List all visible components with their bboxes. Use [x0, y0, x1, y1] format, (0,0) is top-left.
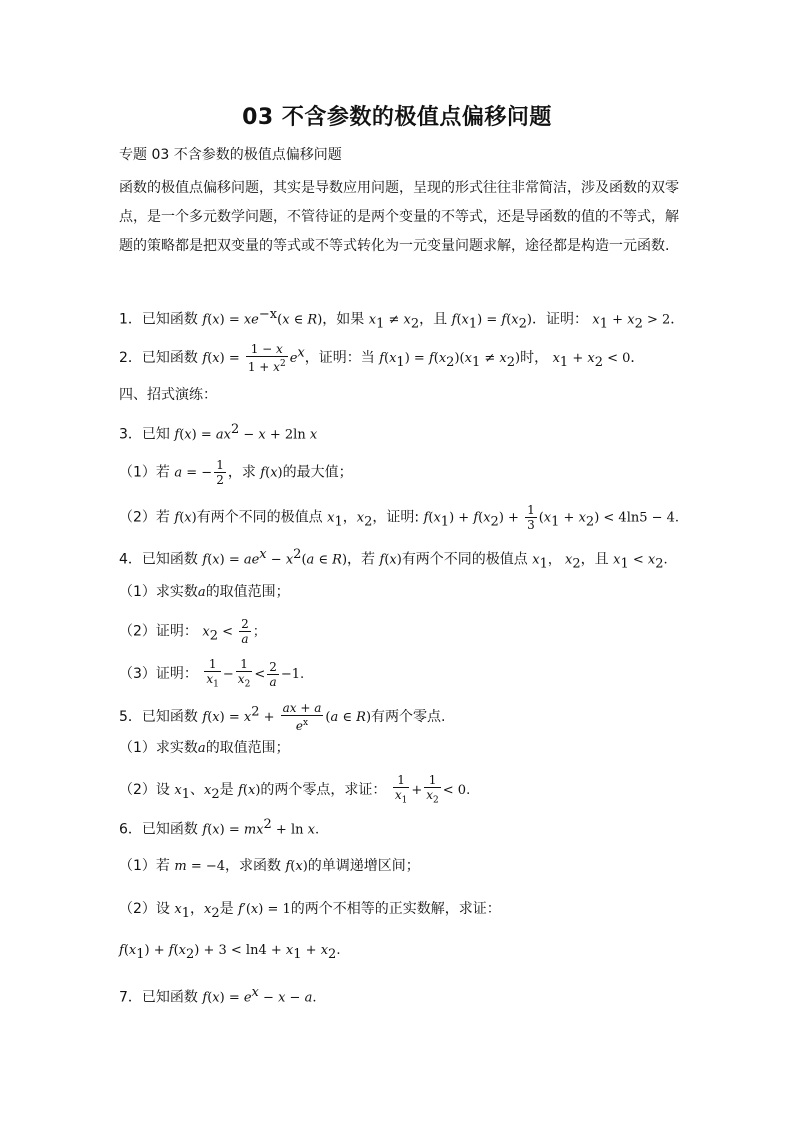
problem-5: 5．已知函数 $f(x) = x^2$ + $\frac{ax + a}{e^x}$ (a ∈ R)有两个零点. [119, 701, 446, 733]
section-heading: 四、招式演练： [119, 387, 217, 403]
problem-4-part-3: （3）证明： $\frac{1}{x_1}$ − $\frac{1}{x_2}$ < $\frac{2}{a}$ −1. [119, 657, 305, 690]
topic-subtitle: 专题 03 不含参数的极值点偏移问题 [119, 147, 342, 163]
problem-3-part-2: （2）若 f(x)有两个不同的极值点 $x_1$，$x_2$，证明: $f(x_1) + f(x_2)$ + $\frac{1}{3}$ $(x_1 + x_2) < 4\ln 5 - 4$. [119, 503, 680, 532]
problem-4-part-2: （2）证明： $x_2$ < $\frac{2}{a}$ ； [119, 617, 266, 646]
problem-3: 3．已知 $f(x) = ax^2 - x + 2\ln$ x [119, 422, 318, 443]
problem-2: 2．已知函数 f(x) = $\frac{1 - x}{1 + x^2}$ $e^x$，证明：当 $f(x_1) = f(x_2)(x_1 \ne x_2)$时， $x_1 + x_2 < 0$． [119, 342, 645, 374]
problem-5-part-2: （2）设 $x_1$、$x_2$是 f(x)的两个零点，求证： $\frac{1}{x_1}$ + $\frac{1}{x_2}$ < 0. [119, 773, 471, 806]
problem-7: 7．已知函数 $f(x) = e^x - x - a$. [119, 985, 317, 1006]
page-title: 03 不含参数的极值点偏移问题 [242, 105, 552, 130]
problem-6-inequality: $f(x_1) + f(x_2) + 3 < \ln 4 + x_1 + x_2$. [119, 943, 341, 962]
problem-6: 6．已知函数 $f(x) = mx^2 + \ln x$. [119, 817, 320, 838]
problem-4-part-1: （1）求实数a的取值范围； [119, 584, 290, 600]
problem-5-part-1: （1）求实数a的取值范围； [119, 740, 290, 756]
problem-6-part-1: （1）若 m = −4，求函数 f(x)的单调递增区间； [119, 858, 420, 874]
problem-4: 4．已知函数 $f(x) = ae^x - x^2(a$ ∈ R)，若 f(x)有两个不同的极值点 $x_1$， $x_2$，且 $x_1 < x_2$. [119, 547, 668, 572]
problem-3-part-1: （1）若 a = − $\frac{1}{2}$ ，求 f(x)的最大值； [119, 458, 353, 487]
problem-1: 1．已知函数 $f(x) = xe^{-x}(x$ ∈ R)，如果 $x_1 \ne x_2$，且 $f(x_1) = f(x_2)$．证明： $x_1 + x_2 > 2$． [119, 307, 685, 332]
intro-paragraph: 函数的极值点偏移问题，其实是导数应用问题，呈现的形式往往非常简洁，涉及函数的双零点，是一个多元数学问题，不管待证的是两个变量的不等式，还是导函数的值的不等式，解题的策略都是把双变量的等式或不等式转化为一元变量问题求解，途径都是构造一元函数. [119, 180, 679, 254]
problem-6-part-2: （2）设 $x_1$，$x_2$是 f′(x) = 1的两个不相等的正实数解，求证： [119, 901, 501, 921]
